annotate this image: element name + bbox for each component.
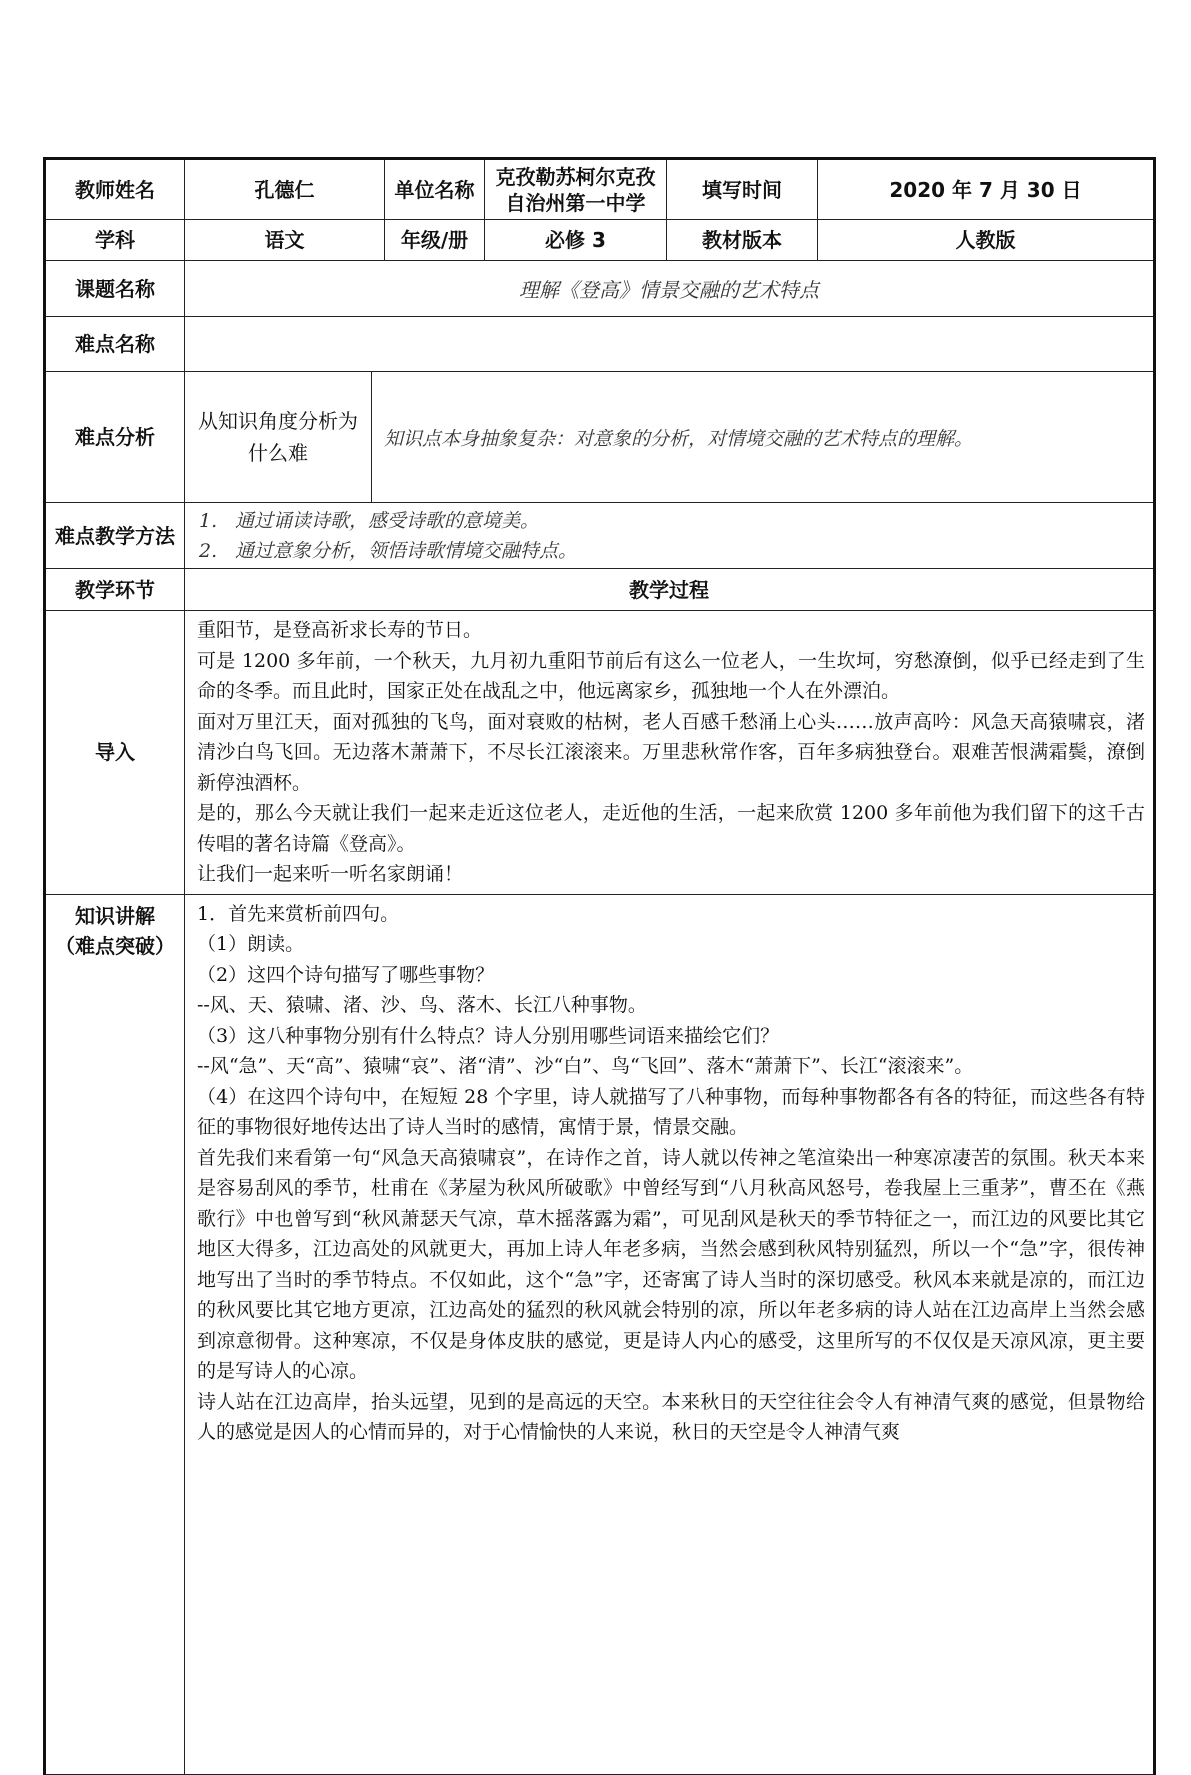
intro-content — [185, 611, 1155, 895]
subject-label: 学科 — [45, 220, 185, 261]
process-label: 教学过程 — [185, 569, 1155, 611]
knowledge-label — [45, 894, 185, 1774]
edition-label: 教材版本 — [667, 220, 818, 261]
intro-paragraph: 面对万里江天，面对孤独的飞鸟，面对衰败的枯树，老人百感千愁涌上心头……放声高吟：风急天高猿啸哀，渚清沙白鸟飞回。无边落木萧萧下，不尽长江滚滚来。万里悲秋常作客，百年多病独登台。艰难苦恨满霜鬓，潦倒新停浊酒杯。 — [197, 710, 1145, 794]
analysis-label: 难点分析 — [45, 372, 185, 503]
grade-label: 年级/册 — [385, 220, 485, 261]
unit-name-line1: 克孜勒苏柯尔克孜 — [495, 164, 656, 189]
method-list — [185, 503, 1155, 569]
date-label: 填写时间 — [667, 159, 818, 220]
method-item: 1. 通过诵读诗歌，感受诗歌的意境美。 — [199, 509, 540, 532]
knowledge-paragraph: 1．首先来赏析前四句。 — [197, 902, 400, 925]
intro-label: 导入 — [45, 611, 185, 895]
intro-paragraph: 重阳节，是登高祈求长寿的节日。 — [197, 619, 483, 641]
unit-name — [485, 159, 667, 220]
teacher-label: 教师姓名 — [45, 159, 185, 220]
knowledge-content — [185, 894, 1155, 1774]
edition-value: 人教版 — [818, 220, 1155, 261]
stage-label: 教学环节 — [45, 569, 185, 611]
knowledge-paragraph: （1）朗读。 — [197, 933, 305, 955]
unit-label: 单位名称 — [385, 159, 485, 220]
difficulty-name-label: 难点名称 — [45, 317, 185, 372]
knowledge-paragraph: --风“急”、天“高”、猿啸“哀”、渚“清”、沙“白”、鸟“飞回”、落木“萧萧下”、长江“滚滚来”。 — [197, 1055, 974, 1077]
subject-value: 语文 — [185, 220, 385, 261]
teacher-name: 孔德仁 — [185, 159, 385, 220]
knowledge-label-line1: 知识讲解 — [75, 903, 155, 928]
analysis-value: 知识点本身抽象复杂：对意象的分析，对情境交融的艺术特点的理解。 — [372, 372, 1155, 503]
method-label: 难点教学方法 — [45, 503, 185, 569]
analysis-sub-label-line2: 什么难 — [248, 441, 308, 465]
knowledge-paragraph: 首先我们来看第一句“风急天高猿啸哀”，在诗作之首，诗人就以传神之笔渲染出一种寒凉凄苦的氛围。秋天本来是容易刮风的季节，杜甫在《茅屋为秋风所破歌》中曾经写到“八月秋高风怒号，卷我屋上三重茅”，曹丕在《燕歌行》中也曾写到“秋风萧瑟天气凉，草木摇落露为霜”，可见刮风是秋天的季节特征之一，而江边的风要比其它地区大得多，江边高处的风就更大，再加上诗人年老多病，当然会感到秋风特别猛烈，所以一个“急”字，很传神地写出了当时的季节特点。不仅如此，这个“急”字，还寄寓了诗人当时的深切感受。秋风本来就是凉的，而江边的秋风要比其它地方更凉，江边高处的猛烈的秋风就会特别的凉，所以年老多病的诗人站在江边高岸上当然会感到凉意彻骨。这种寒凉，不仅是身体皮肤的感觉，更是诗人内心的感受，这里所写的不仅仅是天凉风凉，更主要的是写诗人的心凉。 — [197, 1146, 1145, 1382]
grade-value: 必修 3 — [485, 220, 667, 261]
analysis-sub-label — [185, 372, 372, 503]
knowledge-label-line2: （难点突破） — [55, 933, 175, 958]
difficulty-name-value — [185, 317, 1155, 372]
knowledge-paragraph: --风、天、猿啸、渚、沙、鸟、落木、长江八种事物。 — [197, 994, 647, 1016]
intro-paragraph: 让我们一起来听一听名家朗诵！ — [197, 863, 464, 885]
knowledge-paragraph: （4）在这四个诗句中，在短短 28 个字里，诗人就描写了八种事物，而每种事物都各有各的特征，而这些各有特征的事物很好地传达出了诗人当时的感情，寓情于景，情景交融。 — [197, 1085, 1145, 1138]
unit-name-line2: 自治州第一中学 — [505, 190, 646, 215]
knowledge-paragraph: （3）这八种事物分别有什么特点？诗人分别用哪些词语来描绘它们？ — [197, 1024, 780, 1047]
date-value: 2020 年 7 月 30 日 — [818, 159, 1155, 220]
lesson-plan-table — [43, 157, 1156, 1775]
analysis-sub-label-line1: 从知识角度分析为 — [198, 409, 358, 433]
topic-label: 课题名称 — [45, 261, 185, 317]
intro-paragraph: 可是 1200 多年前，一个秋天，九月初九重阳节前后有这么一位老人，一生坎坷，穷愁潦倒，似乎已经走到了生命的冬季。而且此时，国家正处在战乱之中，他远离家乡，孤独地一个人在外漂泊。 — [197, 649, 1145, 702]
knowledge-paragraph: （2）这四个诗句描写了哪些事物？ — [197, 963, 495, 986]
intro-paragraph: 是的，那么今天就让我们一起来走近这位老人，走近他的生活，一起来欣赏 1200 多年前他为我们留下的这千古传唱的著名诗篇《登高》。 — [197, 802, 1145, 855]
topic-value: 理解《登高》情景交融的艺术特点 — [185, 261, 1155, 317]
knowledge-paragraph: 诗人站在江边高岸，抬头远望，见到的是高远的天空。本来秋日的天空往往会令人有神清气爽的感觉，但景物给人的感觉是因人的心情而异的，对于心情愉快的人来说，秋日的天空是令人神清气爽 — [197, 1390, 1145, 1443]
method-item: 2. 通过意象分析，领悟诗歌情境交融特点。 — [199, 539, 578, 562]
